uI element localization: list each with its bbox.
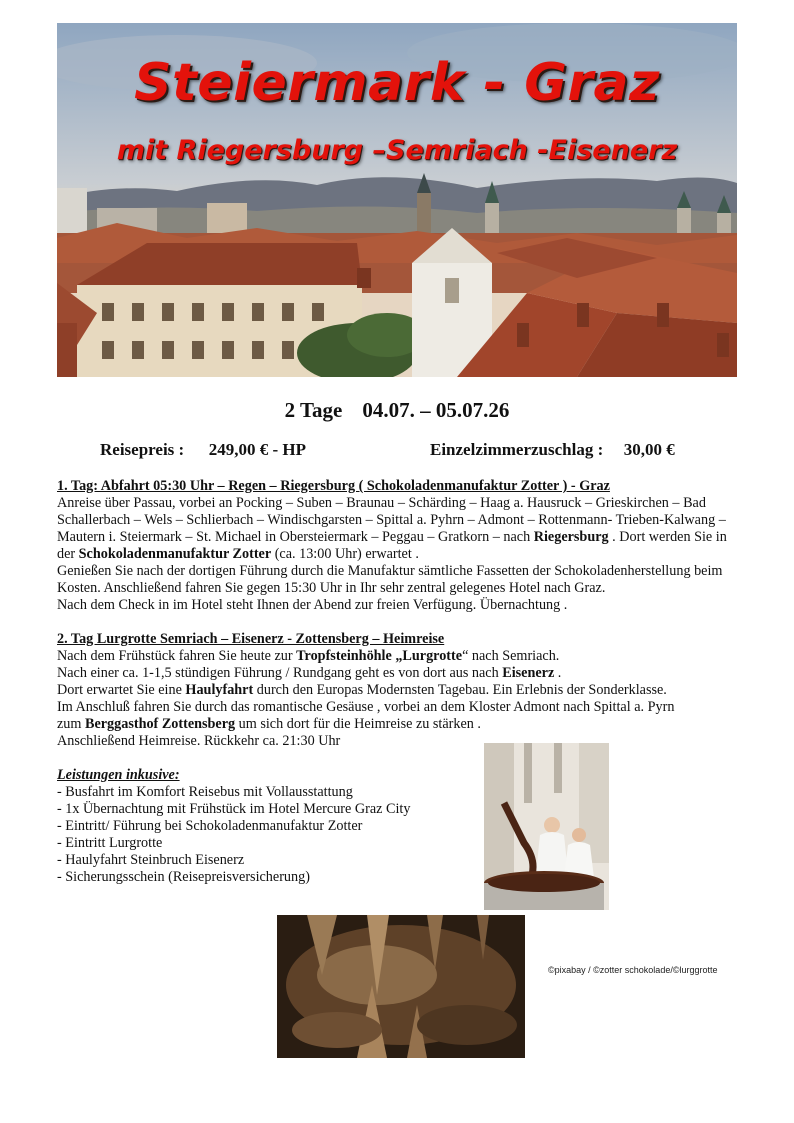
single-room-value: 30,00 € — [623, 440, 675, 459]
zotter-highlight: Schokoladenmanufaktur Zotter — [78, 546, 272, 562]
day2-heading: 2. Tag Lurgrotte Semriach – Eisenerz - Zottensberg – Heimreise — [57, 631, 445, 647]
day2-line-6: Anschließend Heimreise. Rückkehr ca. 21:30 Uhr — [57, 733, 341, 749]
services-section — [57, 767, 477, 886]
trip-dates-line — [0, 398, 794, 423]
services-item: - 1x Übernachtung mit Frühstück im Hotel Mercure Graz City — [57, 801, 411, 817]
page-title: Steiermark - Graz — [134, 53, 660, 113]
price-block — [100, 440, 306, 460]
day2-line-2: Nach einer ca. 1-1,5 stündigen Führung / Rundgang geht es von dort aus nach Eisenerz . — [57, 665, 562, 681]
day1-paragraph-1: Anreise über Passau, vorbei an Pocking – Suben – Braunau – Schärding – Haag a. Hausruck – Grieskirchen – Bad Schallerbach – Wels – Schlierbach – Windischgarsten – Spittal a. Pyhrn – Admont – Rottenmann- Trieben-Kalwang – Mautern i. Steiermark – St. Michael in Obersteiermark – Peggau – Gratkorn – nach Riegersburg . Dort werden Sie in der Schokoladenmanufaktur Zotter (ca. 13:00 Uhr) erwartet . — [57, 495, 727, 562]
day1-paragraph-3: Nach dem Check in im Hotel steht Ihnen der Abend zur freien Verfügung. Übernachtung . — [57, 597, 568, 613]
day2-section — [57, 631, 747, 750]
services-item: - Busfahrt im Komfort Reisebus mit Vollausstattung — [57, 784, 353, 800]
price-value: 249,00 € - HP — [208, 440, 306, 459]
services-item: - Sicherungsschein (Reisepreisversicherung) — [57, 869, 310, 885]
services-item: - Haulyfahrt Steinbruch Eisenerz — [57, 852, 245, 868]
stalactite-cave-photo — [277, 915, 525, 1058]
services-item: - Eintritt Lurgrotte — [57, 835, 163, 851]
price-label: Reisepreis : — [100, 440, 185, 459]
chocolate-factory-photo — [484, 743, 609, 910]
services-item: - Eintritt/ Führung bei Schokoladenmanufaktur Zotter — [57, 818, 363, 834]
page-subtitle: mit Riegersburg –Semriach -Eisenerz — [116, 135, 678, 166]
hero-banner — [57, 23, 737, 377]
lurgrotte-highlight: Tropfsteinhöhle „Lurgrotte — [296, 648, 463, 664]
haulyfahrt-highlight: Haulyfahrt — [185, 682, 254, 698]
zottensberg-highlight: Berggasthof Zottensberg — [84, 716, 236, 732]
single-room-block — [430, 440, 675, 460]
cave-image — [277, 915, 525, 1058]
trip-duration: 2 Tage — [284, 398, 343, 422]
day1-heading: 1. Tag: Abfahrt 05:30 Uhr – Regen – Riegersburg ( Schokoladenmanufaktur Zotter ) - Graz — [57, 478, 610, 494]
day2-line-1: Nach dem Frühstück fahren Sie heute zur Tropfsteinhöhle „Lurgrotte“ nach Semriach. — [57, 648, 560, 664]
day1-section — [57, 478, 747, 614]
day2-line-5: zum Berggasthof Zottensberg um sich dort für die Heimreise zu stärken . — [57, 716, 481, 732]
eisenerz-highlight: Eisenerz — [502, 665, 555, 681]
single-room-label: Einzelzimmerzuschlag : — [430, 440, 604, 459]
riegersburg-highlight: Riegersburg — [533, 529, 609, 545]
trip-dates: 04.07. – 05.07.26 — [362, 398, 510, 422]
services-title: Leistungen inkusive: — [57, 767, 180, 783]
chocolate-factory-image — [484, 743, 609, 910]
day1-paragraph-2: Genießen Sie nach der dortigen Führung durch die Manufaktur sämtliche Fassetten der Schokoladenherstellung beim Kosten. Anschließend fahren Sie gegen 15:30 Uhr in Ihr sehr zentral gelegenes Hotel nach Graz. — [57, 563, 723, 596]
photo-credit: ©pixabay / ©zotter schokolade/©lurggrotte — [548, 965, 718, 975]
day2-line-3: Dort erwartet Sie eine Haulyfahrt durch den Europas Modernsten Tagebau. Ein Erlebnis der Sonderklasse. — [57, 682, 667, 698]
day2-line-4: Im Anschluß fahren Sie durch das romantische Gesäuse , vorbei an dem Kloster Admont nach Spittal a. Pyrn — [57, 699, 675, 715]
